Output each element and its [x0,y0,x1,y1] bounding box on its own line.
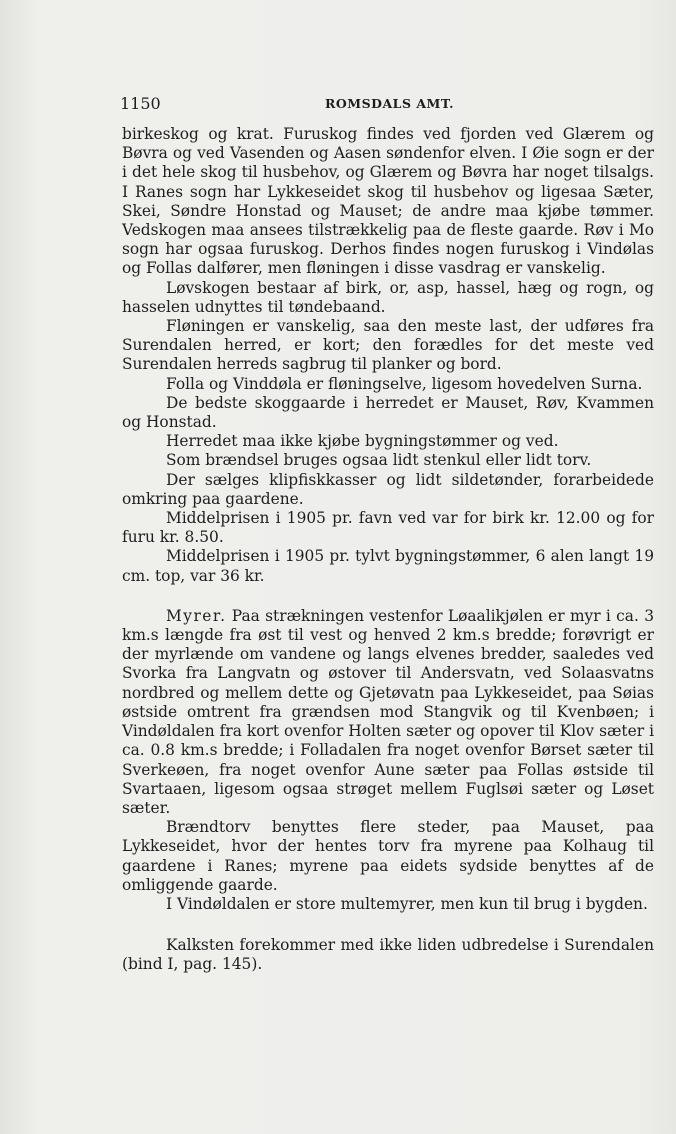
paragraph-price-timber: Middelprisen i 1905 pr. tylvt bygningstømmer, 6 alen langt 19 cm. top, var 36 kr. [122,547,654,585]
body-text [122,125,654,975]
section-lead-myrer: Myrer. [166,606,227,625]
paragraph-forest-intro: birkeskog og krat. Furuskog findes ved fjorden ved Glærem og Bøvra og ved Vasenden og Aasen søndenfor elven. I Øie sogn er der i det hele skog til husbehov, og Glærem og Bøvra har noget tilsalgs. I Ranes sogn har Lykkeseidet skog til husbehov og ligesaa Sæter, Skei, Søndre Honstad og Mauset; de andre maa kjøbe tømmer. Vedskogen maa ansees tilstrækkelig paa de fleste gaarde. Røv i Mo sogn har ogsaa furuskog. Derhos findes nogen furuskog i Vindølas og Follas dalfører, men fløningen i disse vasdrag er vanskelig. [122,125,654,278]
running-head: ROMSDALS AMT. [325,96,454,111]
paragraph-bogs-text: Paa strækningen vestenfor Løaalikjølen er myr i ca. 3 km.s længde fra øst til vest og henved 2 km.s bredde; forøvrigt er der myrlænde om vandene og langs elvenes bredder, saaledes ved Svorka fra Langvatn og østover til Andersvatn, ved Solaasvatns nordbred og mellem dette og Gjetøvatn paa Lykkeseidet, paa Søias østside omtrent fra grændsen mod Stangvik og til Kvenbøen; i Vindøldalen fra kort ovenfor Holten sæter og opover til Klov sæter i ca. 0.8 km.s bredde; i Folladalen fra noget ovenfor Børset sæter til Sverkeøen, fra noget ovenfor Aune sæter paa Follas østside til Svartaaen, ligesom ogsaa strøget mellem Fuglsøi sæter og Løset sæter. [122,606,654,817]
paragraph-crates-sold: Der sælges klipfiskkasser og lidt sildetønder, forarbeidede omkring paa gaardene. [122,470,654,508]
paragraph-fuel: Som brændsel bruges ogsaa lidt stenkul eller lidt torv. [166,451,592,470]
paragraph-bogs [122,607,654,818]
paragraph-building-timber: Herredet maa ikke kjøbe bygningstømmer og ved. [166,432,559,451]
paragraph-limestone: Kalksten forekommer med ikke liden udbredelse i Surendalen (bind I, pag. 145). [122,936,654,974]
page-number: 1150 [120,94,161,113]
paragraph-price-cord: Middelprisen i 1905 pr. favn ved var for birk kr. 12.00 og for furu kr. 8.50. [122,509,654,547]
paragraph-deciduous-forest: Løvskogen bestaar af birk, or, asp, hassel, hæg og rogn, og hasselen udnyttes til tøndebaand. [122,278,654,316]
page-header [120,94,560,116]
paragraph-floating-rivers: Folla og Vinddøla er fløningselve, ligesom hovedelven Surna. [166,374,643,393]
paragraph-best-forest-farms: De bedste skoggaarde i herredet er Mauset, Røv, Kvammen og Honstad. [122,393,654,432]
paragraph-timber-floating: Fløningen er vanskelig, saa den meste last, der udføres fra Surendalen herred, er kort; den forædles for det meste ved Surendalen herreds sagbrug til planker og bord. [122,317,654,374]
paragraph-cloudberry-bogs: I Vindøldalen er store multemyrer, men kun til brug i bygden. [166,894,648,913]
paragraph-peat: Brændtorv benyttes flere steder, paa Mauset, paa Lykkeseidet, hvor der hentes torv fra myrene paa Kolhaug til gaardene i Ranes; myrene paa eidets sydside benyttes af de omliggende gaarde. [122,818,654,894]
